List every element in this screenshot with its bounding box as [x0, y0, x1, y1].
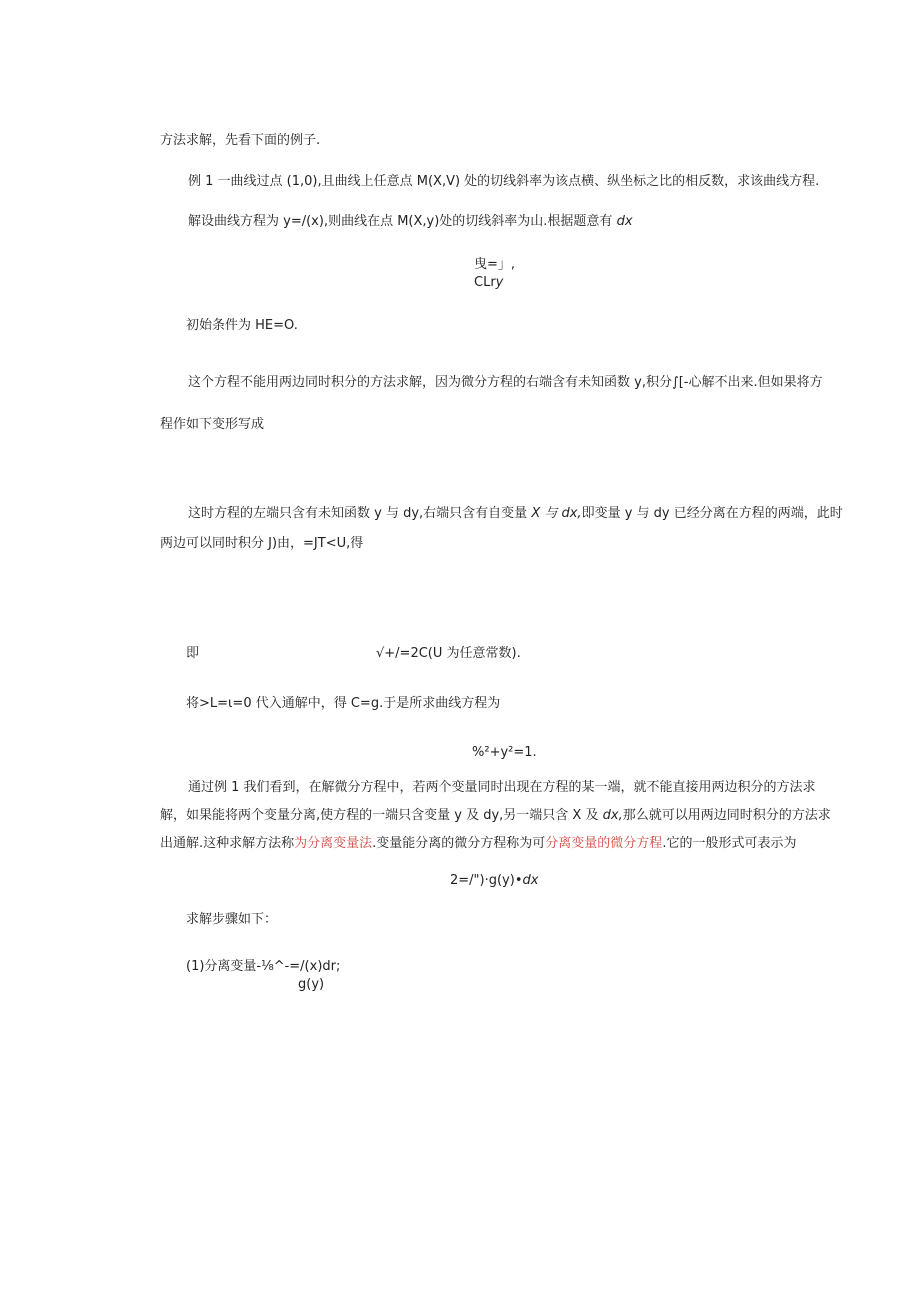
paragraph-summary-2-dx: dx, — [602, 808, 623, 823]
example-1-statement: 例 1 一曲线过点 (1,0),且曲线上任意点 M(X,V) 处的切线斜率为该点横、纵坐标之比的相反数，求该曲线方程. — [188, 174, 820, 189]
paragraph-separated — [188, 506, 843, 522]
equation-denominator-text: CLr — [474, 275, 496, 290]
paragraph-intro-end: 方法求解，先看下面的例子. — [160, 133, 321, 148]
paragraph-summary-3-text-b: .变量能分离的微分方程称为可 — [372, 836, 546, 851]
solution-setup-dx: dx — [616, 214, 633, 229]
paragraph-cannot-integrate: 这个方程不能用两边同时积分的方法求解，因为微分方程的右端含有未知函数 y,积分∫[-心解不出来.但如果将方 — [188, 375, 823, 390]
paragraph-separated-text-a: 这时方程的左端只含有未知函数 y 与 dy,右端只含有自变量 — [188, 506, 528, 521]
paragraph-cannot-integrate-cont: 程作如下变形写成 — [160, 417, 265, 432]
general-form-dx: dx — [522, 873, 539, 888]
solution-setup — [188, 214, 633, 230]
term-separable-equation: 分离变量的微分方程 — [545, 836, 663, 851]
particular-solution: %²+y²=1. — [472, 745, 537, 760]
paragraph-summary-2 — [160, 808, 831, 824]
general-form-equation — [450, 873, 538, 889]
step-1-separate-variables: (1)分离变量-⅛^-=/(x)dr; — [186, 959, 341, 974]
equation-dydx-denominator — [474, 275, 503, 291]
result-label-ji: 即 — [186, 646, 200, 661]
term-separation-of-variables: 为分离变量法 — [294, 836, 373, 851]
equation-dydx-numerator: 曳=」, — [474, 257, 516, 272]
paragraph-summary-2-text-a: 解，如果能将两个变量分离,使方程的一端只含变量 y 及 dy,另一端只含 X 及 — [160, 808, 599, 823]
general-solution: √+/=2C(U 为任意常数). — [376, 646, 521, 661]
step-1-denominator: g(y) — [298, 977, 325, 992]
paragraph-separated-text-b: 即变量 y 与 dy 已经分离在方程的两端，此时 — [581, 506, 843, 521]
substitute-initial-condition: 将>L=ι=0 代入通解中，得 C=g.于是所求曲线方程为 — [186, 696, 501, 711]
paragraph-separated-x-dx: X 与 dx, — [531, 506, 582, 521]
paragraph-separated-cont: 两边可以同时积分 J)由，=JT<U,得 — [160, 536, 364, 551]
steps-heading: 求解步骤如下： — [186, 912, 278, 927]
paragraph-summary-3 — [160, 836, 796, 852]
general-form-text: 2=/")·g(y)• — [450, 873, 523, 888]
initial-condition: 初始条件为 HE=O. — [186, 318, 298, 333]
paragraph-summary-1: 通过例 1 我们看到，在解微分方程中，若两个变量同时出现在方程的某一端，就不能直接用两边积分的方法求 — [188, 780, 816, 795]
paragraph-summary-3-text-c: .它的一般形式可表示为 — [662, 836, 797, 851]
paragraph-summary-2-text-b: 那么就可以用两边同时积分的方法求 — [622, 808, 831, 823]
paragraph-summary-3-text-a: 出通解.这种求解方法称 — [160, 836, 295, 851]
equation-denominator-y: y — [495, 275, 504, 290]
solution-setup-text: 解设曲线方程为 y=/(x),则曲线在点 M(X,y)处的切线斜率为山.根据题意有 — [188, 214, 613, 229]
